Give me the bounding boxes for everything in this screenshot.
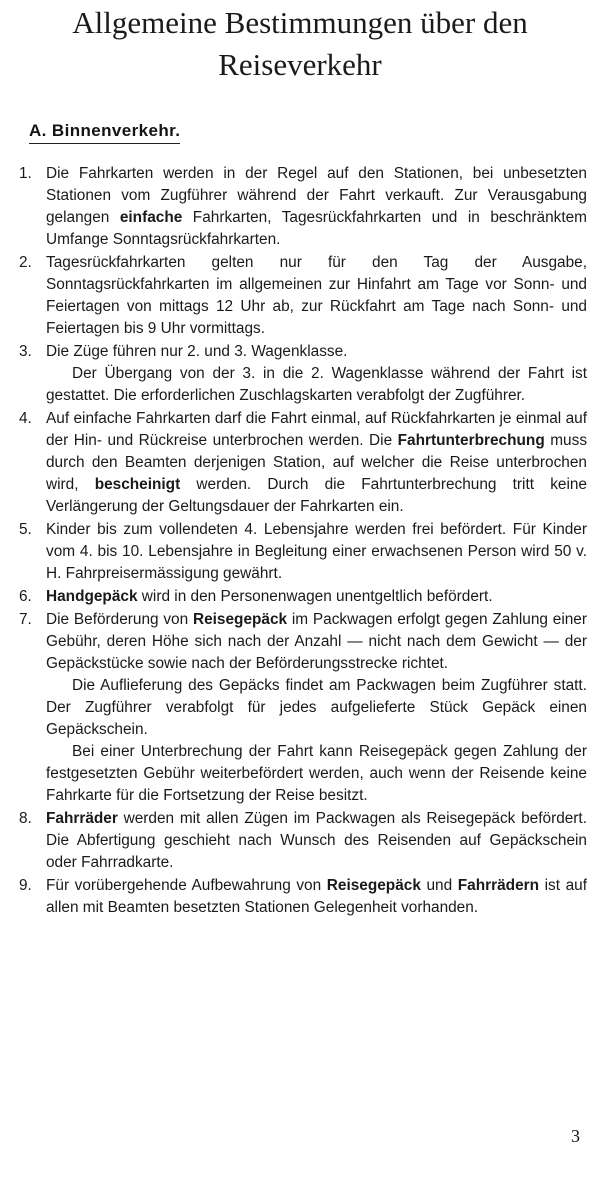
- item-paragraph: [46, 609, 587, 675]
- text-run: und: [420, 877, 458, 894]
- item-number: 9.: [19, 877, 32, 894]
- bold-text-bescheinigt: bescheinigt: [94, 476, 181, 493]
- section-heading: A. Binnenverkehr.: [29, 120, 180, 144]
- list-item-5: [19, 519, 587, 585]
- bold-text-reisegepaeck: Reisegepäck: [326, 877, 421, 894]
- list-item-6: [19, 586, 587, 608]
- text-run: Auf einfache Fahrkarten darf die Fahrt einmal, auf Rückfahrkarten je einmal auf der Hin- und Rückreise unterbrochen werden. Die: [46, 410, 587, 449]
- item-number: 7.: [19, 611, 32, 628]
- text-run: werden. Durch die Fahrtunterbrechung tritt keine Verlängerung der Geltungsdauer der Fahrkarten ein.: [46, 476, 587, 515]
- page-title: [30, 2, 570, 86]
- text-run: Fahrkarten, Tagesrückfahrkarten und in beschränktem Umfange Sonntagsrückfahrkarten.: [46, 209, 587, 248]
- bold-text-fahrtunterbrechung: Fahrtunterbrechung: [397, 432, 545, 449]
- item-paragraph: Bei einer Unterbrechung der Fahrt kann Reisegepäck gegen Zahlung der festgesetzten Gebühr weiterbefördert werden, auch wenn der Reisende keine Fahrkarte für die Fortsetzung der Reise besitzt.: [46, 743, 587, 804]
- bold-text-reisegepaeck: Reisegepäck: [192, 611, 288, 628]
- list-item-7: [19, 609, 587, 807]
- title-line-2: Reiseverkehr: [218, 47, 382, 82]
- text-run: ist auf allen mit Beamten besetzten Stationen Gelegenheit vorhanden.: [46, 877, 588, 916]
- text-run: wird in den Personenwagen unentgeltlich befördert.: [137, 588, 493, 605]
- item-number: 5.: [19, 521, 32, 538]
- title-line-1: Allgemeine Bestimmungen über den: [72, 5, 528, 40]
- text-run: Die Beförderung von: [46, 611, 193, 628]
- rules-list: [19, 163, 587, 920]
- text-run: muss durch den Beamten derjenigen Station, auf welcher die Reise unterbrochen wird,: [46, 432, 588, 493]
- bold-text-einfache: einfache: [119, 209, 183, 226]
- list-item-8: [19, 808, 587, 874]
- list-item-2: [19, 252, 587, 340]
- item-number: 8.: [19, 810, 32, 827]
- item-paragraph: Kinder bis zum vollendeten 4. Lebensjahre werden frei befördert. Für Kinder vom 4. bis 10. Lebensjahre in Begleitung einer erwachsenen Person wird 50 v. H. Fahrpreisermässigung gewährt.: [46, 521, 587, 582]
- item-paragraph: [46, 408, 587, 518]
- page-number: 3: [571, 1126, 580, 1146]
- list-item-9: [19, 875, 587, 919]
- text-run: Für vorübergehende Aufbewahrung von: [46, 877, 327, 894]
- item-paragraph: [46, 808, 587, 874]
- text-run: Die Fahrkarten werden in der Regel auf den Stationen, bei unbesetzten Stationen vom Zugführer während der Fahrt verkauft. Zur Verausgabung gelangen: [46, 165, 587, 226]
- item-number: 1.: [19, 165, 32, 182]
- item-number: 2.: [19, 254, 32, 271]
- item-paragraph: [46, 875, 587, 919]
- item-paragraph: Die Auflieferung des Gepäcks findet am Packwagen beim Zugführer statt. Der Zugführer verabfolgt für jedes aufgelieferte Stück Gepäck einen Gepäckschein.: [46, 677, 587, 738]
- text-run: im Packwagen erfolgt gegen Zahlung einer Gebühr, deren Höhe sich nach der Anzahl — nicht nach dem Gewicht — der Gepäckstücke sowie nach der Beförderungsstrecke richtet.: [46, 611, 587, 672]
- item-paragraph: Tagesrückfahrkarten gelten nur für den Tag der Ausgabe, Sonntagsrückfahrkarten im allgemeinen zur Hinfahrt am Tage vor Sonn- und Feiertagen von mittags 12 Uhr ab, zur Rückfahrt am Tage nach Sonn- und Feiertagen bis 9 Uhr vormittags.: [46, 254, 587, 337]
- item-number: 3.: [19, 343, 32, 360]
- item-number: 6.: [19, 588, 32, 605]
- item-number: 4.: [19, 410, 32, 427]
- bold-text-fahrraeder: Fahrräder: [46, 810, 118, 827]
- item-paragraph: Der Übergang von der 3. in die 2. Wagenklasse während der Fahrt ist gestattet. Die erforderlichen Zuschlagskarten verabfolgt der Zugführer.: [46, 365, 587, 404]
- list-item-1: [19, 163, 587, 251]
- text-run: werden mit allen Zügen im Packwagen als Reisegepäck befördert. Die Abfertigung geschieht nach Wunsch des Reisenden auf Gepäckschein oder Fahrradkarte.: [46, 810, 587, 871]
- list-item-3: [19, 341, 587, 407]
- item-paragraph: [46, 586, 587, 608]
- item-paragraph: [46, 163, 587, 251]
- bold-text-handgepaeck: Handgepäck: [46, 588, 138, 605]
- list-item-4: [19, 408, 587, 518]
- item-paragraph: Die Züge führen nur 2. und 3. Wagenklasse.: [46, 343, 348, 360]
- bold-text-fahrraedern: Fahrrädern: [457, 877, 540, 894]
